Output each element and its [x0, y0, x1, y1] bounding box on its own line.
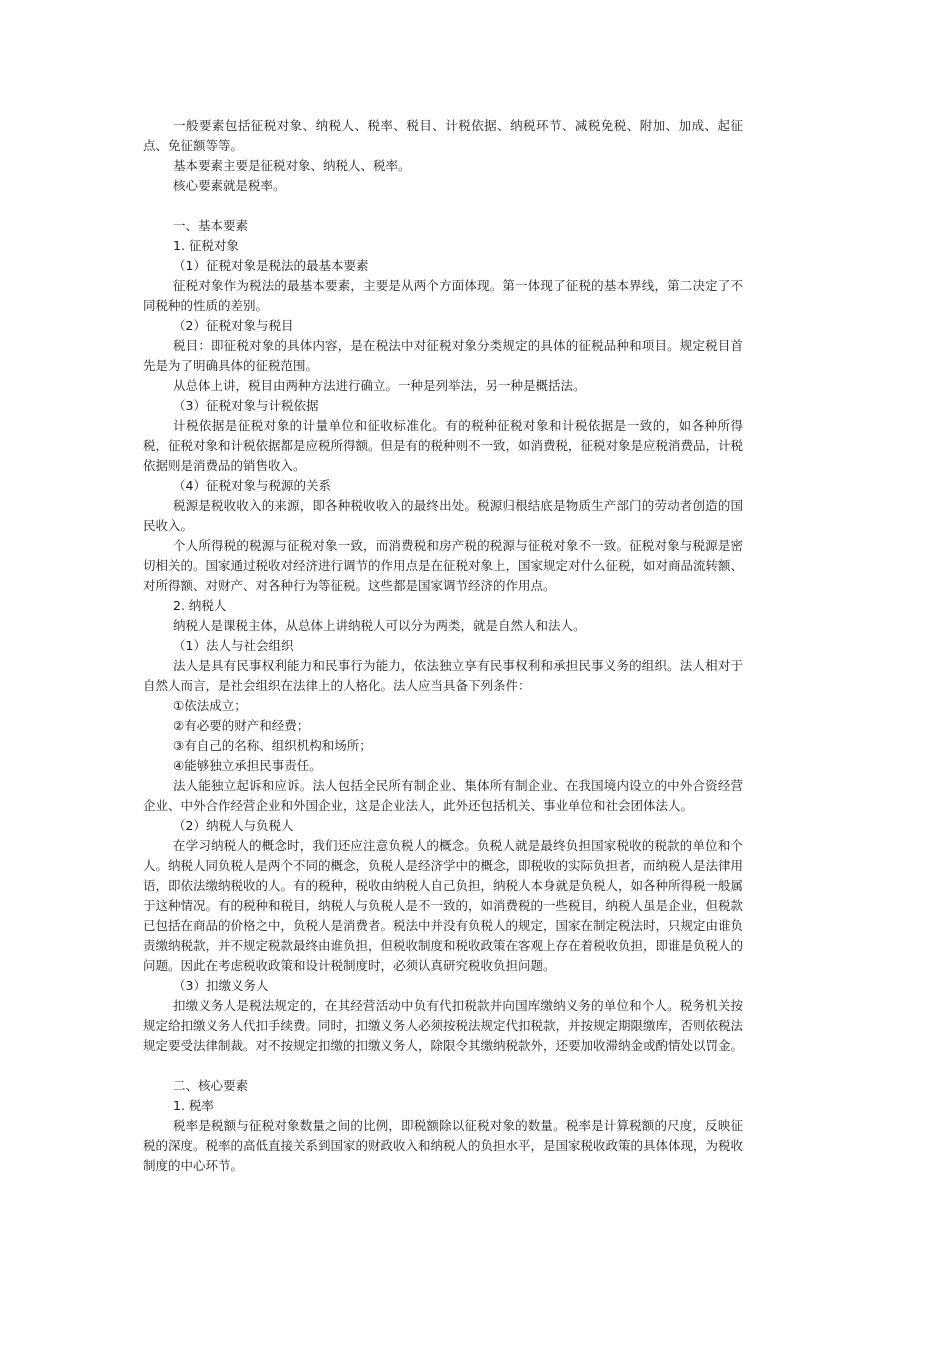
document-page [143, 116, 743, 1176]
point-2-heading: （2）征税对象与税目 [173, 318, 294, 333]
subsection-2-heading: 2. 纳税人 [173, 598, 227, 613]
point-4-body-2: 个人所得税的税源与征税对象一致，而消费税和房产税的税源与征税对象不一致。征税对象与税源是密切相关的。国家通过税收对经济进行调节的作用点是在征税对象上，国家规定对什么征税，如对商品流转额、对所得额、对财产、对各种行为等征税。这些都是国家调节经济的作用点。 [143, 538, 744, 593]
point-3-heading: （3）征税对象与计税依据 [173, 398, 319, 413]
section-1-heading: 一、基本要素 [173, 218, 249, 233]
point-3-body: 计税依据是征税对象的计量单位和征收标准化。有的税种征税对象和计税依据是一致的，如各种所得税，征税对象和计税依据都是应税所得额。但是有的税种则不一致，如消费税，征税对象是应税消费品，计税依据则是消费品的销售收入。 [143, 418, 744, 473]
condition-item: ④能够独立承担民事责任。 [173, 758, 322, 773]
spacer [143, 1056, 743, 1076]
intro-paragraph-1: 一般要素包括征税对象、纳税人、税率、税目、计税依据、纳税环节、减税免税、附加、加成、起征点、免征额等等。 [143, 118, 743, 153]
taxpayer-burden-body: 在学习纳税人的概念时，我们还应注意负税人的概念。负税人就是最终负担国家税收的税款的单位和个人。纳税人同负税人是两个不同的概念，负税人是经济学中的概念，即税收的实际负担者，而纳税人是法律用语，即依法缴纳税收的人。有的税种，税收由纳税人自己负担，纳税人本身就是负税人，如各种所得税一般属于这种情况。有的税种和税目，纳税人与负税人是不一致的，如消费税的一些税目，纳税人虽是企业，但税款已包括在商品的价格之中，负税人是消费者。税法中并没有负税人的规定，国家在制定税法时，只规定由谁负责缴纳税款，并不规定税款最终由谁负担，但税收制度和税收政策在客观上存在着税收负担，即谁是负税人的问题。因此在考虑税收政策和设计税制度时，必须认真研究税收负担问题。 [143, 838, 744, 973]
point-4-body-1: 税源是税收收入的来源，即各种税收收入的最终出处。税源归根结底是物质生产部门的劳动者创造的国民收入。 [143, 498, 743, 533]
subsection-1-heading: 1. 征税对象 [173, 238, 239, 253]
legal-person-heading: （1）法人与社会组织 [173, 638, 294, 653]
condition-item: ③有自己的名称、组织机构和场所； [173, 738, 372, 753]
section-2-heading: 二、核心要素 [173, 1078, 249, 1093]
taxpayer-burden-heading: （2）纳税人与负税人 [173, 818, 294, 833]
point-1-body: 征税对象作为税法的最基本要素，主要是从两个方面体现。第一体现了征税的基本界线，第二决定了不同税种的性质的差别。 [143, 278, 743, 313]
withholding-agent-heading: （3）扣缴义务人 [173, 978, 269, 993]
point-1-heading: （1）征税对象是税法的最基本要素 [173, 258, 369, 273]
point-2-body-2: 从总体上讲，税目由两种方法进行确立。一种是列举法，另一种是概括法。 [173, 378, 586, 393]
legal-person-body-1: 法人是具有民事权利能力和民事行为能力，依法独立享有民事权利和承担民事义务的组织。法人相对于自然人而言，是社会组织在法律上的人格化。法人应当具备下列条件： [143, 658, 743, 693]
condition-item: ②有必要的财产和经费； [173, 718, 310, 733]
condition-item: ①依法成立； [173, 698, 247, 713]
point-4-heading: （4）征税对象与税源的关系 [173, 478, 331, 493]
subsection-2-intro: 纳税人是课税主体，从总体上讲纳税人可以分为两类，就是自然人和法人。 [173, 618, 586, 633]
point-2-body-1: 税目：即征税对象的具体内容，是在税法中对征税对象分类规定的具体的征税品种和项目。规定税目首先是为了明确具体的征税范围。 [143, 338, 743, 373]
legal-person-body-2: 法人能独立起诉和应诉。法人包括全民所有制企业、集体所有制企业、在我国境内设立的中外合资经营企业、中外合作经营企业和外国企业，这是企业法人，此外还包括机关、事业单位和社会团体法人。 [143, 778, 743, 813]
tax-rate-heading: 1. 税率 [173, 1098, 214, 1113]
tax-rate-body: 税率是税额与征税对象数量之间的比例，即税额除以征税对象的数量。税率是计算税额的尺度，反映征税的深度。税率的高低直接关系到国家的财政收入和纳税人的负担水平，是国家税收政策的具体体现，为税收制度的中心环节。 [143, 1118, 744, 1173]
withholding-agent-body: 扣缴义务人是税法规定的，在其经营活动中负有代扣税款并向国库缴纳义务的单位和个人。税务机关按规定给扣缴义务人代扣手续费。同时，扣缴义务人必须按税法规定代扣税款，并按规定期限缴库，否则依税法规定要受法律制裁。对不按规定扣缴的扣缴义务人，除限令其缴纳税款外，还要加收滞纳金或酌情处以罚金。 [143, 998, 744, 1053]
spacer [143, 196, 743, 216]
intro-paragraph-3: 核心要素就是税率。 [173, 178, 286, 193]
intro-paragraph-2: 基本要素主要是征税对象、纳税人、税率。 [173, 158, 411, 173]
